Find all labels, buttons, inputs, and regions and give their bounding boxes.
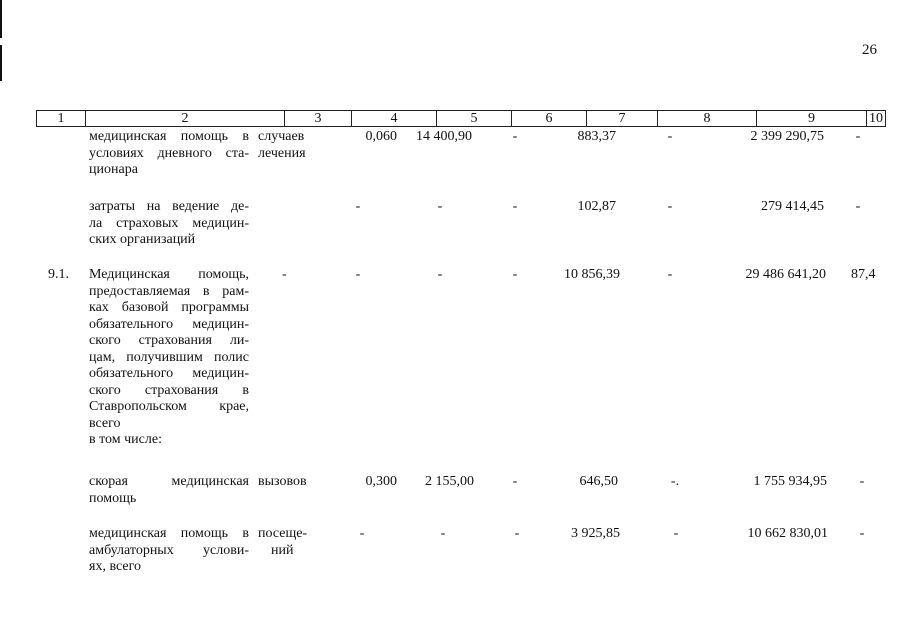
cell-col-9: 279 414,45 [761,199,824,214]
description-line: всего [89,415,121,431]
description-line: цам, получившим полис [89,349,249,365]
unit-line: вызовов [258,474,307,489]
description-line: в том числе: [89,432,162,447]
scan-edge-line-middle [0,45,2,81]
cell-col-7: 10 856,39 [564,267,620,282]
col-number-6: 6 [545,111,553,126]
cell-col-5: 2 155,00 [425,474,474,489]
unit-line: - [282,267,287,282]
description-line: затраты на ведение де- [89,199,249,214]
row-description [89,199,249,249]
row-description [89,129,249,179]
cell-col-5: - [440,526,446,541]
cell-col-8: - [667,199,673,214]
col-number-10: 10 [869,111,883,126]
unit-line: посеще- [258,526,308,541]
page-number: 26 [862,42,877,58]
cell-col-10: 87,4 [851,267,876,282]
column-number-header [36,110,886,127]
col-number-1: 1 [57,111,65,126]
row-unit [258,129,318,162]
description-line: помощь [89,490,137,506]
row-description [89,267,249,449]
description-line: Ставропольском крае, [89,399,249,414]
description-line: ционара [89,162,138,177]
cell-col-9: 10 662 830,01 [747,526,828,541]
cell-col-10: - [855,129,861,144]
cell-col-8: - [667,267,673,282]
row-number: 9.1. [48,267,69,282]
cell-col-5: - [437,267,443,282]
cell-col-8: - [667,129,673,144]
description-line: ла страховых медицин- [89,215,249,231]
row-unit [258,474,318,491]
cell-col-10: - [855,199,861,214]
description-line: скорая медицинская [89,474,249,489]
cell-col-6: - [514,526,520,541]
cell-col-8: - [673,526,679,541]
cell-col-7: 883,37 [577,129,616,144]
cell-col-6: - [512,267,518,282]
cell-col-5: 14 400,90 [416,129,472,144]
description-line: ских организаций [89,232,196,247]
cell-col-4: 0,060 [365,129,397,144]
cell-col-6: - [512,199,518,214]
cell-col-10: - [859,526,865,541]
cell-col-10: - [859,474,865,489]
cell-col-8: -. [670,474,680,489]
description-line: обязательного медицин- [89,366,249,381]
description-line: амбулаторных услови- [89,542,249,558]
col-number-9: 9 [808,111,815,126]
unit-line: случаев [258,129,305,144]
col-number-2: 2 [181,111,189,126]
cell-col-9: 29 486 641,20 [745,267,826,282]
cell-col-7: 646,50 [579,474,618,489]
cell-col-6: - [512,474,518,489]
col-number-7: 7 [618,111,626,126]
col-number-5: 5 [470,111,478,126]
cell-col-4: 0,300 [365,474,397,489]
unit-line: лечения [258,145,306,161]
description-line: предоставляемая в рам- [89,283,249,299]
description-line: медицинская помощь в [89,526,249,541]
cell-col-4: - [355,199,361,214]
col-number-3: 3 [314,111,322,126]
row-description [89,474,249,507]
row-unit [258,267,318,284]
description-line: Медицинская помощь, [89,267,249,282]
description-line: условиях дневного ста- [89,145,249,161]
description-line: ках базовой программы [89,300,249,315]
cell-col-7: 102,87 [577,199,616,214]
cell-col-4: - [359,526,365,541]
unit-line: ний [271,542,294,558]
description-line: ского страхования ли- [89,333,249,348]
description-line: медицинская помощь в [89,129,249,144]
cell-col-7: 3 925,85 [571,526,620,541]
description-line: обязательного медицин- [89,316,249,332]
col-number-4: 4 [390,111,398,126]
scan-edge-line-top [0,0,2,38]
cell-col-9: 2 399 290,75 [750,129,824,144]
description-line: ях, всего [89,559,141,574]
row-unit [258,526,318,559]
cell-col-5: - [437,199,443,214]
col-number-8: 8 [703,111,711,126]
cell-col-6: - [512,129,518,144]
cell-col-4: - [355,267,361,282]
description-line: ского страхования в [89,382,249,398]
row-description [89,526,249,576]
cell-col-9: 1 755 934,95 [753,474,827,489]
